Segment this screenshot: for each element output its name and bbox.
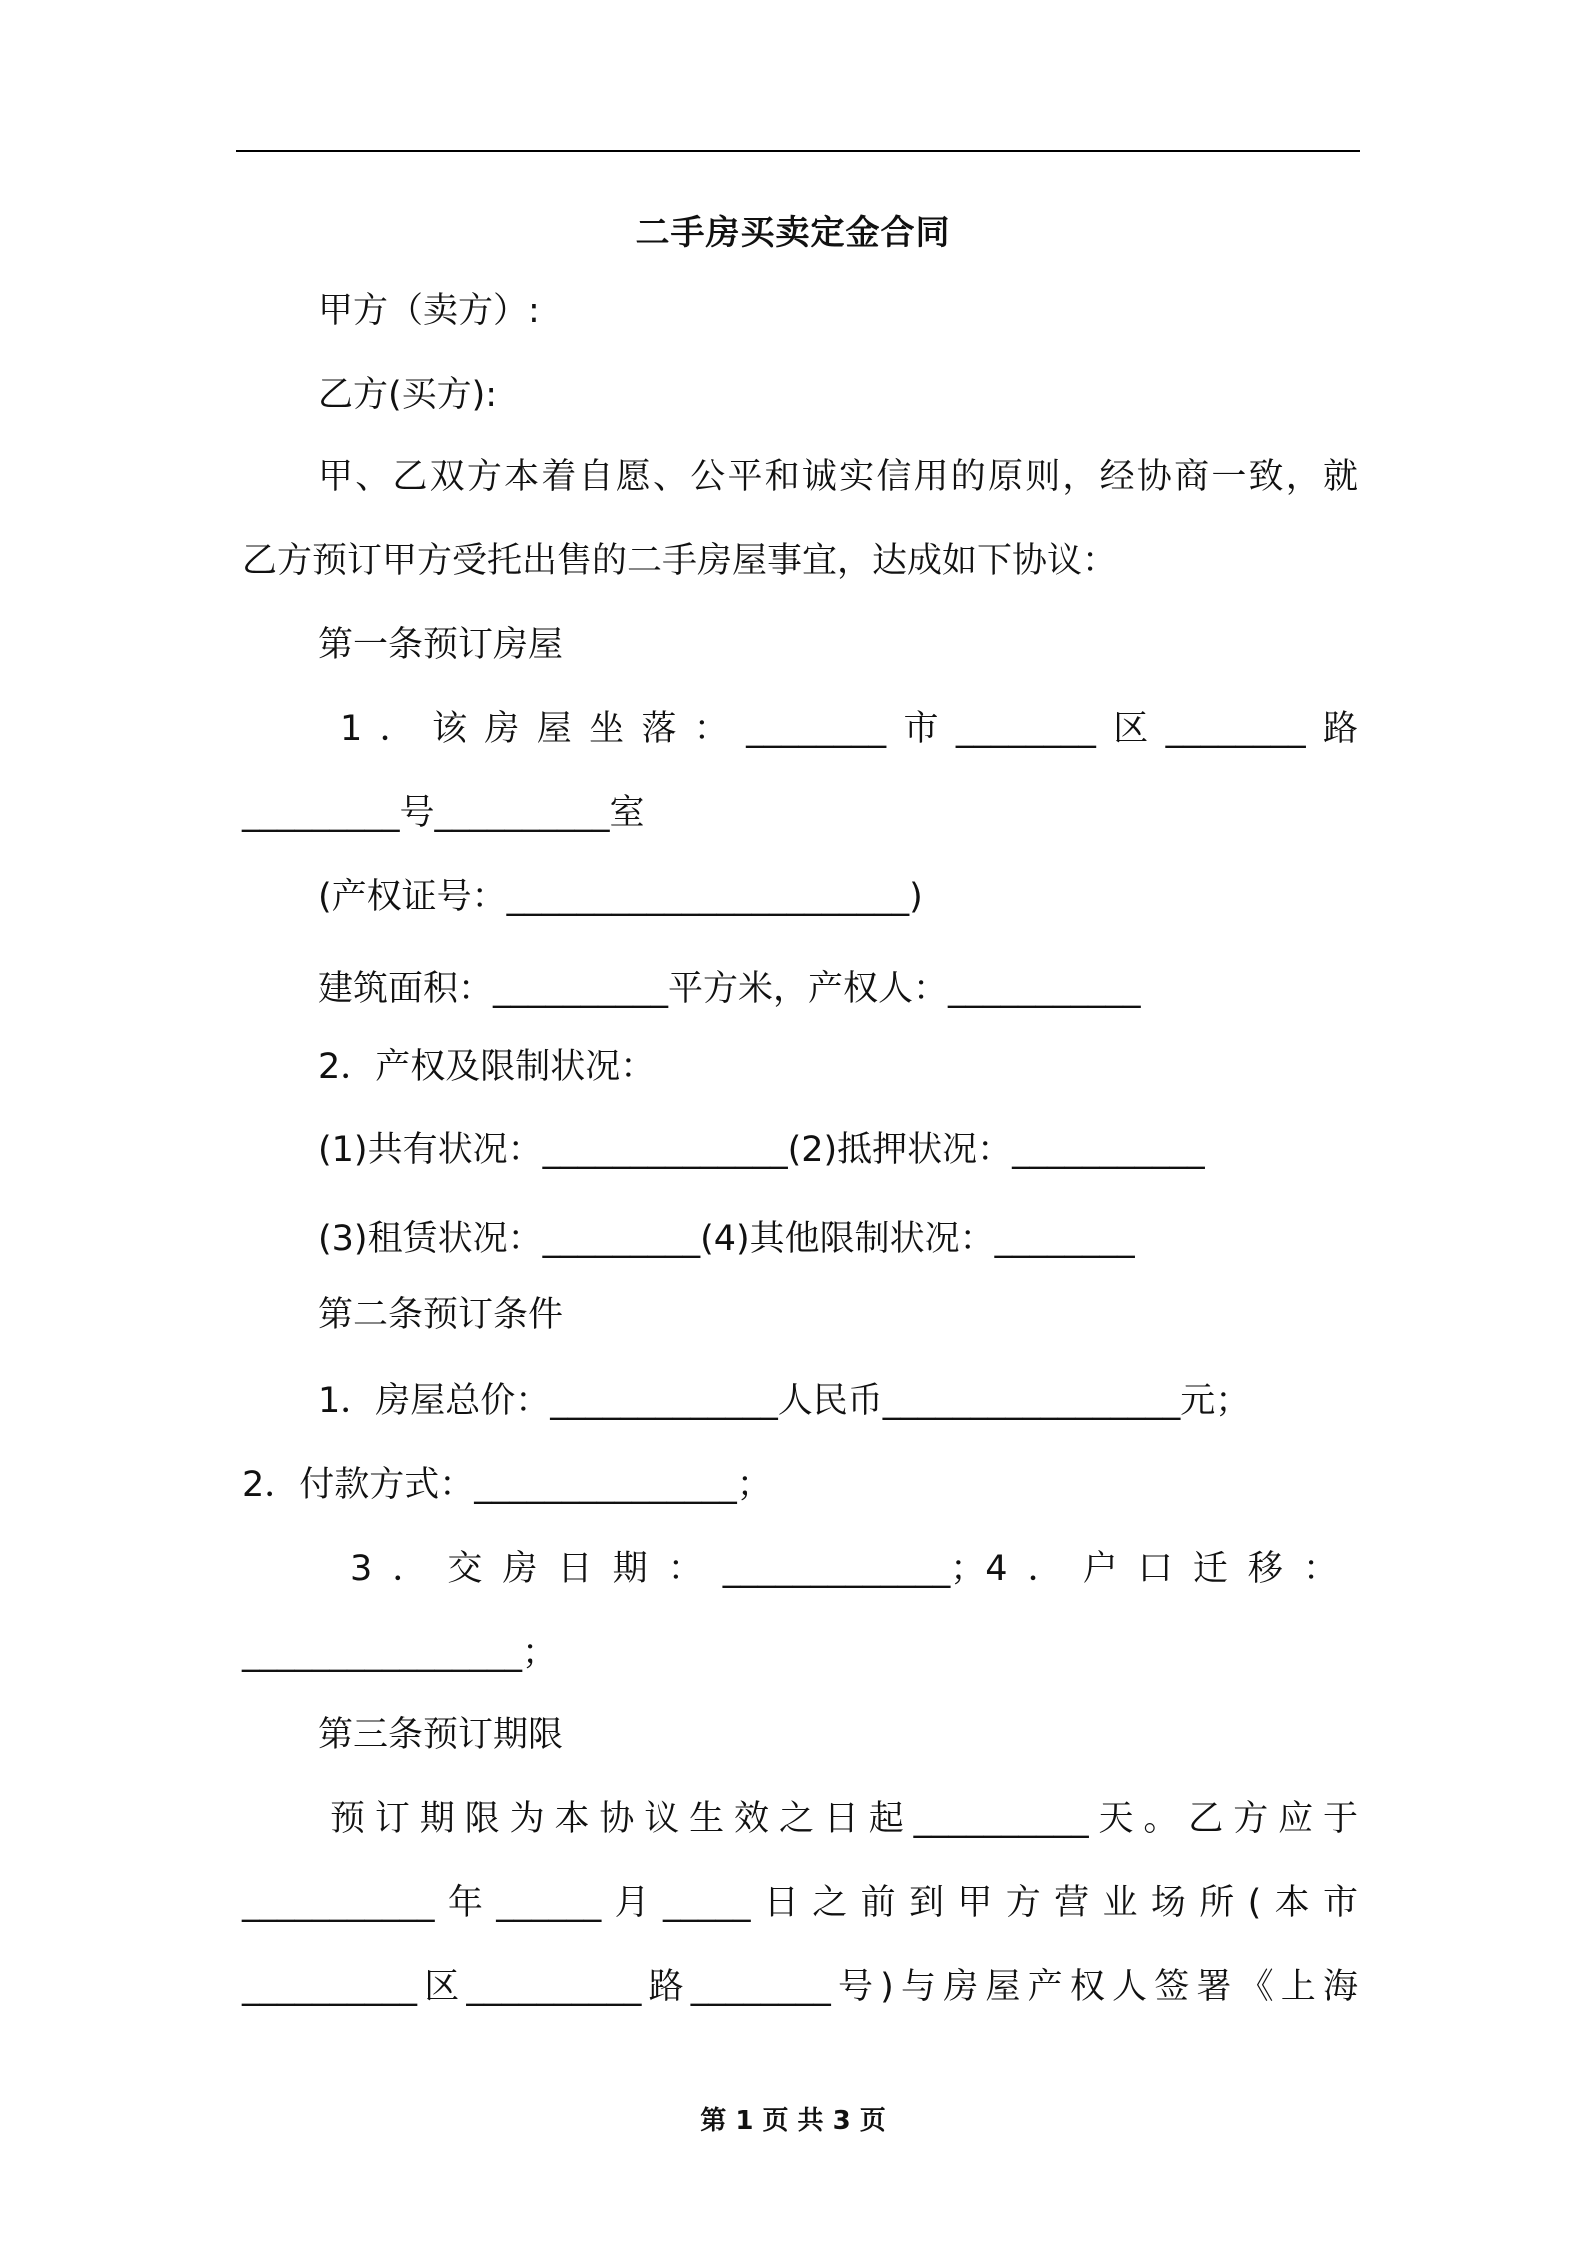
period-line-1: 预订期限为本协议生效之日起__________天。乙方应于 bbox=[330, 1799, 1358, 1839]
restriction-heading: 2．产权及限制状况： bbox=[318, 1047, 656, 1087]
period-line-2: ___________年______月_____日之前到甲方营业场所(本市 bbox=[242, 1883, 1358, 1923]
property-number-line: _________号__________室 bbox=[242, 793, 645, 833]
header-rule bbox=[236, 150, 1360, 152]
preamble-line-2: 乙方预订甲方受托出售的二手房屋事宜，达成如下协议： bbox=[242, 541, 1118, 581]
household-transfer-line: ________________； bbox=[242, 1633, 558, 1673]
period-line-3: __________区__________路________号)与房屋产权人签署《上海 bbox=[242, 1967, 1358, 2007]
party-a-line: 甲方（卖方）: bbox=[318, 291, 540, 331]
preamble-line-1: 甲、乙双方本着自愿、公平和诚实信用的原则，经协商一致，就 bbox=[318, 457, 1358, 497]
article-2-heading: 第二条预订条件 bbox=[318, 1295, 564, 1335]
article-1-heading: 第一条预订房屋 bbox=[318, 625, 564, 665]
property-location-line: 1．该房屋坐落：________市________区________路 bbox=[340, 709, 1358, 749]
title-certificate-line: (产权证号：_______________________) bbox=[318, 877, 923, 917]
party-b-line: 乙方(买方): bbox=[318, 375, 498, 415]
page-footer: 第 1 页 共 3 页 bbox=[700, 2106, 886, 2136]
floor-area-line: 建筑面积：__________平方米，产权人：___________ bbox=[318, 969, 1141, 1009]
lease-other-line: (3)租赁状况：_________(4)其他限制状况：________ bbox=[318, 1219, 1135, 1259]
total-price-line: 1．房屋总价：_____________人民币_________________元； bbox=[318, 1381, 1251, 1421]
co-ownership-mortgage-line: (1)共有状况：______________(2)抵押状况：___________ bbox=[318, 1130, 1205, 1170]
contract-title: 二手房买卖定金合同 bbox=[635, 213, 951, 253]
payment-method-line: 2．付款方式：_______________； bbox=[242, 1465, 772, 1505]
article-3-heading: 第三条预订期限 bbox=[318, 1715, 564, 1755]
delivery-date-line: 3．交房日期：_____________；4．户口迁移： bbox=[350, 1549, 1338, 1589]
